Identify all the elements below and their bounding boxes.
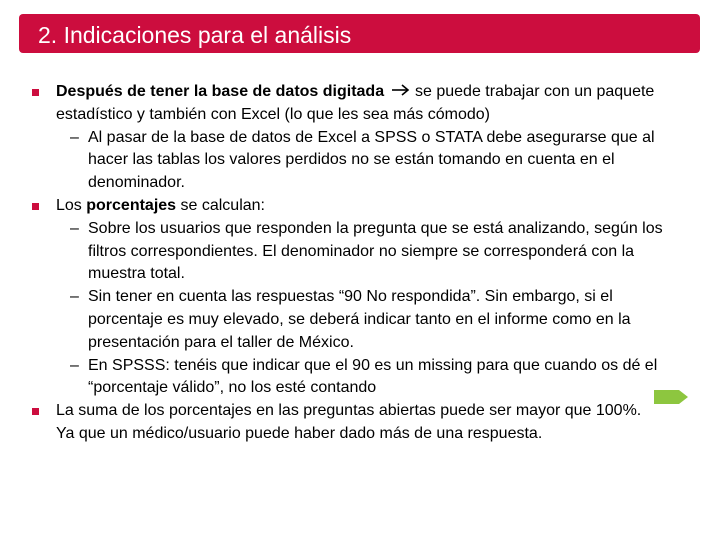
bullet-square-icon <box>32 203 39 210</box>
bullet-square-icon <box>32 408 39 415</box>
list-item <box>0 81 656 127</box>
dash-marker: – <box>70 219 79 237</box>
bullet-square-icon <box>32 89 39 96</box>
item-text-pre: Los <box>56 196 87 214</box>
item-text: La suma de los porcentajes en las preguntas abiertas puede ser mayor que 100%. Ya que un médico/usuario puede haber dado más de una respuesta. <box>56 402 642 442</box>
item-text-post: se calculan: <box>176 196 265 214</box>
bullet-list <box>0 81 720 446</box>
page-title: 2. Indicaciones para el análisis <box>38 22 352 48</box>
dash-marker: – <box>70 128 79 146</box>
dash-marker: – <box>70 356 79 374</box>
dash-marker: – <box>70 288 79 306</box>
list-item <box>0 400 656 446</box>
title-bar <box>19 14 700 53</box>
sub-list-item <box>0 355 668 401</box>
green-arrow-icon[interactable] <box>654 387 690 407</box>
item-bold-lead: Después de tener la base de datos digitada <box>56 83 385 100</box>
sub-item-text: Sin tener en cuenta las respuestas “90 No respondida”. Sin embargo, si el porcentaje es muy elevado, se deberá indicar tanto en el informe como en la presentación para el taller de México. <box>88 288 631 351</box>
list-item <box>0 195 656 218</box>
sub-item-text: En SPSSS: tenéis que indicar que el 90 es un missing para que cuando os dé el “porcentaje válido”, no los esté contando <box>88 356 658 397</box>
item-bold-word: porcentajes <box>86 196 177 214</box>
sub-item-text: Al pasar de la base de datos de Excel a SPSS o STATA debe asegurarse que al hacer las tablas los valores perdidos no se están tomando en cuenta en el denominador. <box>88 128 655 192</box>
arrow-right-icon <box>389 83 411 97</box>
sub-item-text: Sobre los usuarios que responden la pregunta que se está analizando, según los filtros correspondientes. El denominador no siempre se corresponderá con la muestra total. <box>88 219 663 283</box>
sub-list-item <box>0 127 668 195</box>
sub-list-item <box>0 218 668 286</box>
sub-list-item <box>0 286 668 354</box>
item-text: se puede trabajar con un paquete estadístico y también con Excel (lo que les sea más cómodo) <box>56 83 655 123</box>
